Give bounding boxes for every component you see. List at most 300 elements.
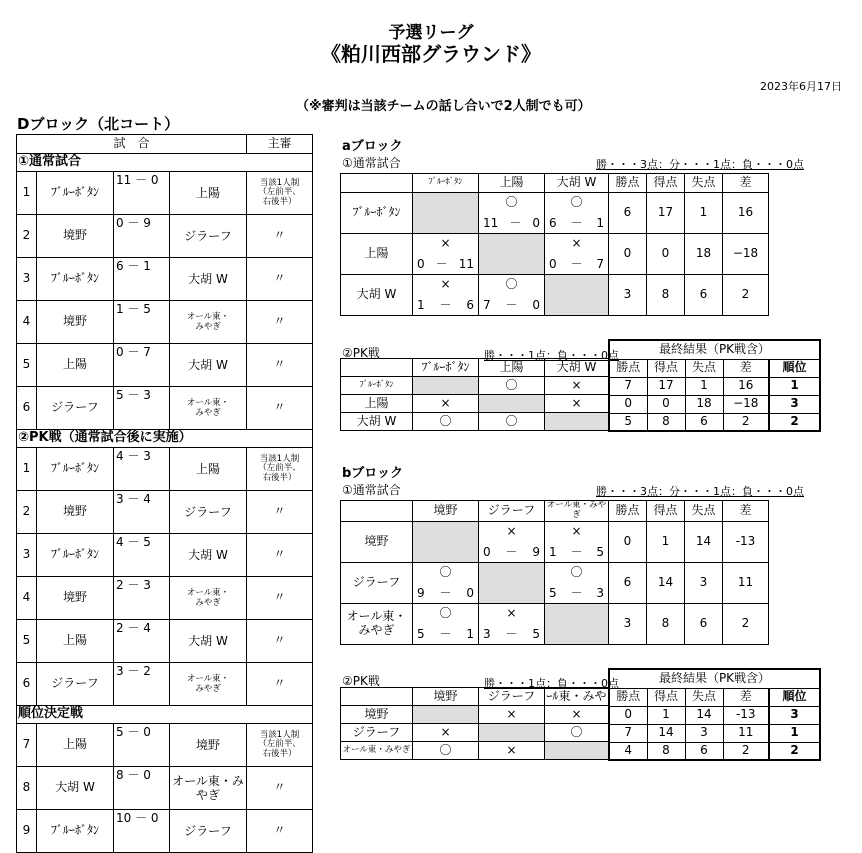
score-cell bbox=[114, 534, 170, 577]
team-name: オール東・ みやぎ bbox=[341, 603, 413, 644]
self-cell bbox=[413, 193, 479, 234]
league-col-header: 失点 bbox=[685, 174, 723, 193]
b-league-table bbox=[340, 500, 769, 645]
league-col-header: 失点 bbox=[685, 501, 723, 522]
score-cell bbox=[114, 810, 170, 853]
stat-cell: 18 bbox=[685, 234, 723, 275]
corner-cell bbox=[341, 501, 413, 522]
home-team: ジラーフ bbox=[37, 387, 114, 430]
goals-against: 0 bbox=[466, 585, 474, 600]
final-stat: 7 bbox=[609, 377, 647, 395]
ditto-mark: 〃 bbox=[273, 547, 286, 562]
final-stat: 2 bbox=[723, 413, 769, 431]
match-row bbox=[17, 172, 313, 215]
date: 2023年6月17日 bbox=[760, 80, 842, 93]
self-cell bbox=[479, 724, 545, 742]
match-score: 4 － 3 bbox=[116, 449, 151, 463]
away-team: オール東・みやぎ bbox=[170, 767, 247, 810]
final-stat: 11 bbox=[723, 724, 769, 742]
score-cell bbox=[114, 387, 170, 430]
section-title: 順位決定戦 bbox=[17, 706, 313, 724]
goals-for: 5 bbox=[417, 626, 425, 641]
referee-note-line: 右後半） bbox=[262, 472, 297, 483]
goals-against: 11 bbox=[458, 257, 474, 272]
league-header-row bbox=[341, 501, 769, 522]
result-cell bbox=[479, 603, 545, 644]
final-row bbox=[609, 377, 820, 395]
a-league-table-wrap bbox=[340, 173, 769, 316]
ditto-mark: 〃 bbox=[273, 780, 286, 795]
pk-col-header: 境野 bbox=[413, 688, 479, 706]
result-mark: × bbox=[506, 605, 517, 620]
final-rank: 3 bbox=[769, 706, 820, 724]
home-team: ﾌﾞﾙｰﾎﾞﾀﾝ bbox=[37, 810, 114, 853]
b-pk-table-wrap bbox=[340, 687, 609, 760]
league-header-row bbox=[341, 174, 769, 193]
referee-cell bbox=[247, 258, 313, 301]
final-stat: 0 bbox=[609, 395, 647, 413]
final-col-header: 失点 bbox=[685, 359, 723, 377]
final-col-header: 差 bbox=[723, 688, 769, 706]
league-col-header: ﾌﾞﾙｰﾎﾞﾀﾝ bbox=[413, 174, 479, 193]
league-row bbox=[341, 275, 769, 316]
b-pk-points: 勝・・・1点：負・・・0点 bbox=[484, 677, 619, 690]
pk-result: 〇 bbox=[545, 724, 609, 742]
match-number: 3 bbox=[17, 534, 37, 577]
b-points-rule: 勝・・・3点：分・・・1点：負・・・0点 bbox=[596, 485, 804, 498]
away-team: オール東・ みやぎ bbox=[170, 577, 247, 620]
pk-row bbox=[341, 742, 609, 760]
goals-for: 0 bbox=[483, 544, 491, 559]
stat-cell: -13 bbox=[723, 521, 769, 562]
result-cell bbox=[545, 521, 609, 562]
home-team: ﾌﾞﾙｰﾎﾞﾀﾝ bbox=[37, 448, 114, 491]
away-team: 上陽 bbox=[170, 172, 247, 215]
result-score bbox=[483, 299, 540, 313]
final-stat: 17 bbox=[647, 377, 685, 395]
referee-cell bbox=[247, 387, 313, 430]
referee-cell bbox=[247, 491, 313, 534]
team-name: 境野 bbox=[341, 706, 413, 724]
league-col-header: 大胡 W bbox=[545, 174, 609, 193]
pk-row bbox=[341, 395, 609, 413]
match-row bbox=[17, 620, 313, 663]
match-score: 10 － 0 bbox=[116, 811, 159, 825]
match-number: 9 bbox=[17, 810, 37, 853]
referee-cell bbox=[247, 448, 313, 491]
score-dash: － bbox=[435, 257, 448, 272]
match-number: 6 bbox=[17, 387, 37, 430]
pk-result: × bbox=[479, 706, 545, 724]
league-col-header: 境野 bbox=[413, 501, 479, 522]
pk-result: × bbox=[545, 395, 609, 413]
score-dash: － bbox=[439, 298, 452, 313]
result-mark: 〇 bbox=[505, 277, 518, 291]
league-col-header: 得点 bbox=[647, 174, 685, 193]
team-name: ﾌﾞﾙｰﾎﾞﾀﾝ bbox=[341, 193, 413, 234]
self-cell bbox=[413, 706, 479, 724]
match-row bbox=[17, 663, 313, 706]
referee-cell bbox=[247, 301, 313, 344]
match-score: 2 － 3 bbox=[116, 578, 151, 592]
match-row bbox=[17, 387, 313, 430]
a-final-table-wrap bbox=[608, 339, 821, 432]
team-name: 大胡 W bbox=[341, 413, 413, 431]
match-row bbox=[17, 577, 313, 620]
final-stat: 8 bbox=[647, 742, 685, 760]
schedule-header-row bbox=[17, 135, 313, 154]
match-score: 2 － 4 bbox=[116, 621, 151, 635]
section-title: ①通常試合 bbox=[17, 154, 313, 172]
pk-row bbox=[341, 724, 609, 742]
a-block-title: aブロック bbox=[342, 139, 403, 154]
result-score bbox=[417, 258, 474, 272]
schedule-table bbox=[16, 134, 313, 853]
league-col-header: 勝点 bbox=[609, 501, 647, 522]
pk-header-row bbox=[341, 359, 609, 377]
stat-cell: 11 bbox=[723, 562, 769, 603]
match-number: 2 bbox=[17, 215, 37, 258]
team-name: 大胡 W bbox=[341, 275, 413, 316]
ditto-mark: 〃 bbox=[273, 590, 286, 605]
pk-result: 〇 bbox=[413, 742, 479, 760]
match-row bbox=[17, 215, 313, 258]
match-row bbox=[17, 724, 313, 767]
final-stat: 3 bbox=[685, 724, 723, 742]
match-number: 2 bbox=[17, 491, 37, 534]
goals-for: 11 bbox=[483, 216, 499, 231]
stat-cell: 17 bbox=[647, 193, 685, 234]
result-cell bbox=[479, 275, 545, 316]
team-name: ジラーフ bbox=[341, 562, 413, 603]
goals-against: 9 bbox=[532, 544, 540, 559]
home-team: 上陽 bbox=[37, 620, 114, 663]
a-pk-label: ②PK戦 bbox=[342, 346, 380, 360]
home-team: 境野 bbox=[37, 491, 114, 534]
pk-result: × bbox=[545, 706, 609, 724]
final-rank: 1 bbox=[769, 724, 820, 742]
goals-for: 1 bbox=[417, 298, 425, 313]
referee-cell bbox=[247, 767, 313, 810]
pk-row bbox=[341, 377, 609, 395]
section-title: ②PK戦（通常試合後に実施） bbox=[17, 430, 313, 448]
score-cell bbox=[114, 258, 170, 301]
result-cell bbox=[545, 562, 609, 603]
page-title: 予選リーグ bbox=[388, 23, 474, 43]
match-score: 4 － 5 bbox=[116, 535, 151, 549]
final-col-header: 勝点 bbox=[609, 688, 647, 706]
league-col-header: 勝点 bbox=[609, 174, 647, 193]
b-pk-label: ②PK戦 bbox=[342, 674, 380, 688]
league-col-header: 差 bbox=[723, 501, 769, 522]
match-row bbox=[17, 534, 313, 577]
pk-result: × bbox=[545, 377, 609, 395]
final-col-header: 失点 bbox=[685, 688, 723, 706]
home-team: 大胡 W bbox=[37, 767, 114, 810]
score-cell bbox=[114, 344, 170, 387]
self-cell bbox=[479, 234, 545, 275]
home-team: ﾌﾞﾙｰﾎﾞﾀﾝ bbox=[37, 534, 114, 577]
result-score bbox=[549, 258, 604, 272]
home-team: ﾌﾞﾙｰﾎﾞﾀﾝ bbox=[37, 258, 114, 301]
final-stat: 18 bbox=[685, 395, 723, 413]
ditto-mark: 〃 bbox=[273, 633, 286, 648]
referee-note-line: （左前半、 bbox=[258, 187, 301, 198]
result-mark: × bbox=[440, 277, 451, 291]
score-cell bbox=[114, 663, 170, 706]
result-cell bbox=[413, 562, 479, 603]
result-score bbox=[549, 217, 604, 231]
score-cell bbox=[114, 577, 170, 620]
match-number: 8 bbox=[17, 767, 37, 810]
final-stat: 1 bbox=[685, 377, 723, 395]
score-dash: － bbox=[505, 544, 518, 559]
a-pk-table bbox=[340, 358, 609, 431]
team-name: ジラーフ bbox=[341, 724, 413, 742]
final-stat: 0 bbox=[609, 706, 647, 724]
stat-cell: 8 bbox=[647, 275, 685, 316]
final-col-header: 得点 bbox=[647, 688, 685, 706]
result-cell bbox=[479, 521, 545, 562]
result-mark: 〇 bbox=[439, 605, 452, 620]
match-score: 5 － 3 bbox=[116, 388, 151, 402]
b-pk-table bbox=[340, 687, 609, 760]
a-pk-table-wrap bbox=[340, 358, 609, 431]
away-team: 大胡 W bbox=[170, 534, 247, 577]
match-row bbox=[17, 301, 313, 344]
score-dash: － bbox=[509, 216, 522, 231]
final-stat: 2 bbox=[723, 742, 769, 760]
match-score: 8 － 0 bbox=[116, 768, 151, 782]
match-number: 4 bbox=[17, 301, 37, 344]
referee-cell bbox=[247, 810, 313, 853]
final-col-header: 勝点 bbox=[609, 359, 647, 377]
match-number: 1 bbox=[17, 172, 37, 215]
result-score bbox=[549, 587, 604, 601]
result-mark: × bbox=[506, 523, 517, 538]
stat-cell: 6 bbox=[685, 603, 723, 644]
goals-against: 1 bbox=[596, 216, 604, 231]
a-points-rule: 勝・・・3点：分・・・1点：負・・・0点 bbox=[596, 158, 804, 171]
team-name: 境野 bbox=[341, 521, 413, 562]
match-number: 1 bbox=[17, 448, 37, 491]
goals-for: 6 bbox=[549, 216, 557, 231]
b-block-title: bブロック bbox=[342, 466, 404, 481]
referee-note-line: 右後半） bbox=[262, 196, 297, 207]
result-score bbox=[483, 628, 540, 642]
league-col-header: オール東・みやぎ bbox=[545, 501, 609, 522]
pk-col-header: ﾌﾞﾙｰﾎﾞﾀﾝ bbox=[413, 359, 479, 377]
final-header-row bbox=[609, 359, 820, 377]
pk-result: 〇 bbox=[413, 413, 479, 431]
match-number: 5 bbox=[17, 344, 37, 387]
stat-cell: 6 bbox=[609, 562, 647, 603]
section-row bbox=[17, 430, 313, 448]
goals-for: 5 bbox=[549, 585, 557, 600]
result-mark: × bbox=[571, 236, 582, 250]
pk-col-header: ｰﾙ東・みや bbox=[545, 688, 609, 706]
final-row bbox=[609, 724, 820, 742]
score-dash: － bbox=[439, 585, 452, 600]
col-ref-header: 主審 bbox=[247, 135, 313, 154]
team-name: 上陽 bbox=[341, 234, 413, 275]
referee-note-line: 当該1人制 bbox=[259, 729, 300, 740]
self-cell bbox=[545, 603, 609, 644]
b-normal-label: ①通常試合 bbox=[342, 483, 401, 497]
score-dash: － bbox=[505, 298, 518, 313]
match-score: 11 － 0 bbox=[116, 173, 159, 187]
match-score: 3 － 4 bbox=[116, 492, 151, 506]
corner-cell bbox=[341, 359, 413, 377]
score-dash: － bbox=[505, 626, 518, 641]
stat-cell: 2 bbox=[723, 275, 769, 316]
match-row bbox=[17, 491, 313, 534]
home-team: 上陽 bbox=[37, 724, 114, 767]
referee-cell bbox=[247, 344, 313, 387]
stat-cell: 14 bbox=[647, 562, 685, 603]
final-stat: 14 bbox=[685, 706, 723, 724]
pk-header-row bbox=[341, 688, 609, 706]
stat-cell: 3 bbox=[609, 603, 647, 644]
home-team: 境野 bbox=[37, 577, 114, 620]
pk-col-header: 大胡 W bbox=[545, 359, 609, 377]
corner-cell bbox=[341, 174, 413, 193]
final-row bbox=[609, 706, 820, 724]
result-cell bbox=[413, 275, 479, 316]
final-rank: 2 bbox=[769, 742, 820, 760]
pk-result: 〇 bbox=[479, 413, 545, 431]
league-col-header: 差 bbox=[723, 174, 769, 193]
self-cell bbox=[545, 742, 609, 760]
away-team: 上陽 bbox=[170, 448, 247, 491]
match-number: 5 bbox=[17, 620, 37, 663]
score-dash: － bbox=[570, 216, 583, 231]
pk-result: × bbox=[479, 742, 545, 760]
final-stat: 0 bbox=[647, 395, 685, 413]
referee-cell bbox=[247, 620, 313, 663]
result-score bbox=[417, 628, 474, 642]
referee-note-line: （左前半、 bbox=[258, 739, 301, 750]
league-row bbox=[341, 562, 769, 603]
goals-for: 0 bbox=[417, 257, 425, 272]
schedule-table-wrap bbox=[16, 134, 313, 853]
match-score: 5 － 0 bbox=[116, 725, 151, 739]
final-stat: 6 bbox=[685, 413, 723, 431]
result-cell bbox=[413, 603, 479, 644]
match-number: 4 bbox=[17, 577, 37, 620]
result-cell bbox=[545, 193, 609, 234]
goals-against: 6 bbox=[466, 298, 474, 313]
stat-cell: 8 bbox=[647, 603, 685, 644]
result-cell bbox=[545, 234, 609, 275]
ditto-mark: 〃 bbox=[273, 823, 286, 838]
final-row bbox=[609, 395, 820, 413]
final-row bbox=[609, 413, 820, 431]
goals-for: 9 bbox=[417, 585, 425, 600]
result-mark: × bbox=[440, 236, 451, 250]
away-team: 大胡 W bbox=[170, 620, 247, 663]
score-cell bbox=[114, 491, 170, 534]
referee-cell bbox=[247, 663, 313, 706]
pk-col-header: ジラーフ bbox=[479, 688, 545, 706]
stat-cell: 2 bbox=[723, 603, 769, 644]
pk-col-header: 上陽 bbox=[479, 359, 545, 377]
final-stat: 16 bbox=[723, 377, 769, 395]
score-cell bbox=[114, 172, 170, 215]
goals-for: 0 bbox=[549, 257, 557, 272]
home-team: 境野 bbox=[37, 301, 114, 344]
final-stat: -13 bbox=[723, 706, 769, 724]
referee-cell bbox=[247, 172, 313, 215]
result-score bbox=[549, 546, 604, 560]
goals-against: 5 bbox=[596, 544, 604, 559]
section-row bbox=[17, 154, 313, 172]
goals-against: 7 bbox=[596, 257, 604, 272]
ditto-mark: 〃 bbox=[273, 314, 286, 329]
stat-cell: 0 bbox=[609, 234, 647, 275]
stat-cell: 14 bbox=[685, 521, 723, 562]
result-cell bbox=[479, 193, 545, 234]
match-score: 6 － 1 bbox=[116, 259, 151, 273]
b-league-table-wrap bbox=[340, 500, 769, 645]
away-team: ジラーフ bbox=[170, 810, 247, 853]
goals-for: 7 bbox=[483, 298, 491, 313]
result-mark: × bbox=[571, 523, 582, 538]
stat-cell: 16 bbox=[723, 193, 769, 234]
goals-for: 1 bbox=[549, 544, 557, 559]
team-name: ﾌﾞﾙｰﾎﾞﾀﾝ bbox=[341, 377, 413, 395]
stat-cell: 6 bbox=[685, 275, 723, 316]
final-title: 最終結果（PK戦含） bbox=[609, 669, 820, 688]
match-row bbox=[17, 258, 313, 301]
home-team: ジラーフ bbox=[37, 663, 114, 706]
goals-against: 5 bbox=[532, 626, 540, 641]
score-cell bbox=[114, 620, 170, 663]
referee-note-line: （左前半、 bbox=[258, 463, 301, 474]
final-stat: 7 bbox=[609, 724, 647, 742]
referee-cell bbox=[247, 534, 313, 577]
final-stat: 14 bbox=[647, 724, 685, 742]
away-team: オール東・ みやぎ bbox=[170, 663, 247, 706]
ditto-mark: 〃 bbox=[273, 228, 286, 243]
home-team: 上陽 bbox=[37, 344, 114, 387]
pk-result: 〇 bbox=[479, 377, 545, 395]
match-number: 7 bbox=[17, 724, 37, 767]
a-final-table bbox=[608, 339, 821, 432]
league-row bbox=[341, 234, 769, 275]
stat-cell: 1 bbox=[685, 193, 723, 234]
score-dash: － bbox=[439, 626, 452, 641]
referee-note-line: 当該1人制 bbox=[259, 453, 300, 464]
result-mark: 〇 bbox=[505, 195, 518, 209]
section-row bbox=[17, 706, 313, 724]
result-mark: 〇 bbox=[570, 195, 583, 209]
result-score bbox=[417, 587, 474, 601]
referee-cell bbox=[247, 724, 313, 767]
ditto-mark: 〃 bbox=[273, 357, 286, 372]
league-col-header: ジラーフ bbox=[479, 501, 545, 522]
col-match-header: 試 合 bbox=[17, 135, 247, 154]
match-score: 0 － 9 bbox=[116, 216, 151, 230]
self-cell bbox=[413, 521, 479, 562]
referee-note: （※審判は当該チームの話し合いで2人制でも可） bbox=[296, 99, 591, 114]
result-score bbox=[417, 299, 474, 313]
score-cell bbox=[114, 724, 170, 767]
stat-cell: 6 bbox=[609, 193, 647, 234]
venue-title: 《粕川西部グラウンド》 bbox=[321, 42, 541, 66]
goals-against: 0 bbox=[532, 298, 540, 313]
goals-for: 3 bbox=[483, 626, 491, 641]
